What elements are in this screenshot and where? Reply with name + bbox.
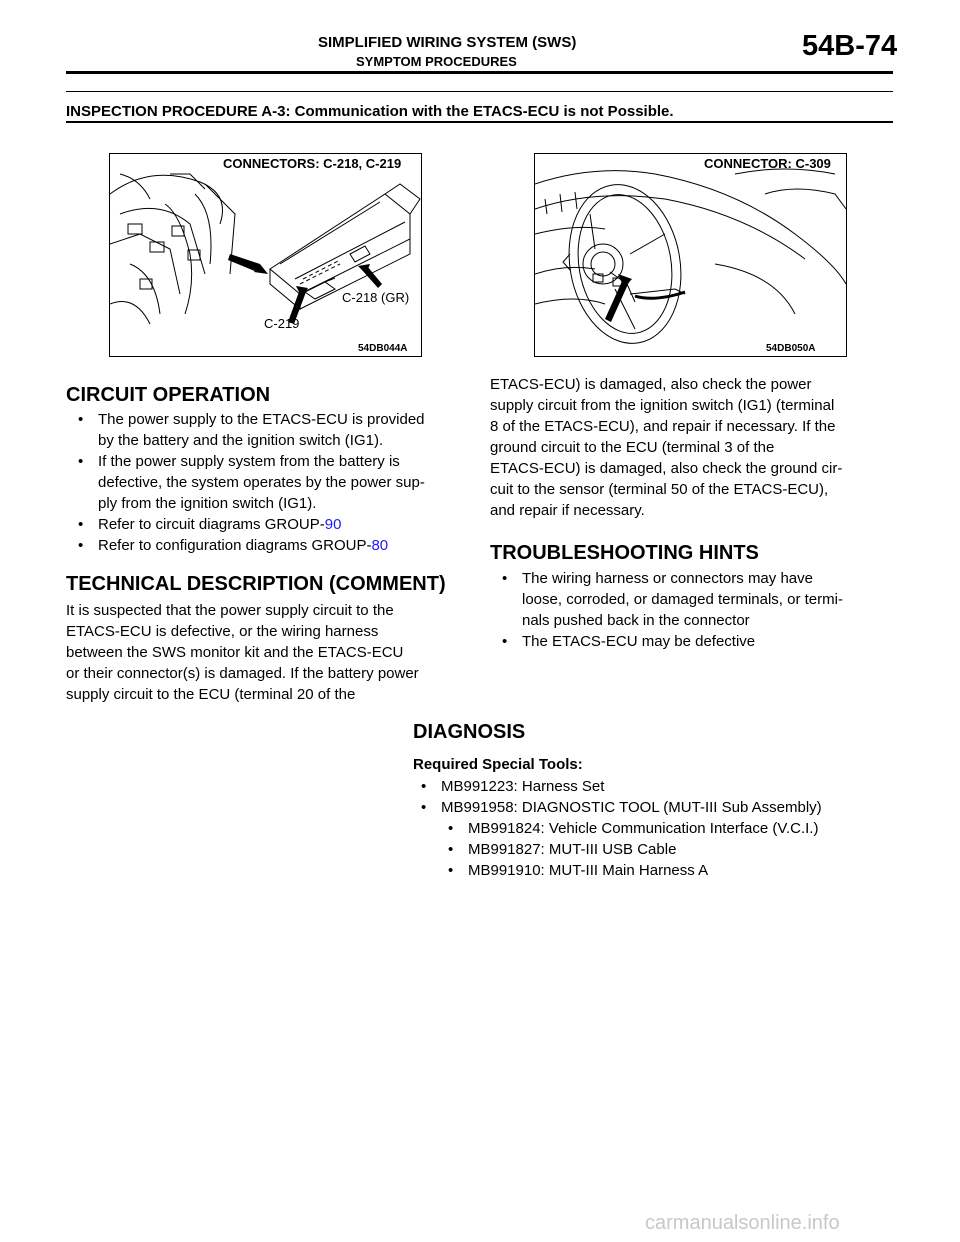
line: and repair if necessary. (490, 502, 645, 519)
watermark: carmanualsonline.info (645, 1212, 840, 1234)
header-rule (66, 71, 893, 74)
line: supply circuit from the ignition switch (IG1) (terminal (490, 397, 835, 414)
title-rule-top (66, 91, 893, 92)
technical-description-heading: TECHNICAL DESCRIPTION (COMMENT) (66, 573, 446, 595)
figure2-label: CONNECTOR: C-309 (704, 156, 831, 171)
line: nals pushed back in the connector (522, 612, 750, 629)
steering-drawing (535, 154, 846, 356)
bullet-icon: • (78, 453, 84, 470)
tool-text: MB991223: Harness Set (441, 778, 605, 795)
bullet-icon: • (78, 411, 84, 428)
title-rule-bottom (66, 121, 893, 123)
bullet-icon: • (78, 537, 84, 554)
bullet-icon: • (448, 841, 454, 858)
line: 8 of the ETACS-ECU), and repair if necessary. If the (490, 418, 836, 435)
list-item (494, 631, 894, 652)
line: ply from the ignition switch (IG1). (98, 495, 317, 512)
line: ground circuit to the ECU (terminal 3 of the (490, 439, 775, 456)
subtools-list (440, 818, 920, 881)
group-90-link[interactable]: 90 (324, 516, 342, 533)
technical-description-left (66, 600, 466, 705)
bullet-icon: • (421, 799, 427, 816)
list-item (440, 839, 920, 860)
technical-description-right (490, 374, 900, 521)
line: The ETACS-ECU may be defective (522, 633, 756, 650)
tool-text: MB991824: Vehicle Communication Interface (V.C.I.) (468, 820, 819, 837)
list-item (70, 409, 470, 451)
list-item (440, 818, 920, 839)
tool-text: MB991827: MUT-III USB Cable (468, 841, 677, 858)
line: ETACS-ECU) is damaged, also check the ground cir- (490, 460, 843, 477)
bullet-icon: • (502, 633, 508, 650)
list-item (440, 860, 920, 881)
list-item (70, 451, 470, 514)
line: supply circuit to the ECU (terminal 20 of the (66, 686, 356, 703)
callout-c218: C-218 (GR) (342, 290, 410, 305)
list-item (413, 797, 913, 818)
line: defective, the system operates by the power sup- (98, 474, 425, 491)
tool-text: MB991910: MUT-III Main Harness A (468, 862, 709, 879)
line: It is suspected that the power supply circuit to the (66, 602, 394, 619)
circuit-operation-list (70, 409, 470, 556)
list-item (70, 535, 470, 556)
diagnosis-heading: DIAGNOSIS (413, 721, 526, 743)
line: ETACS-ECU) is damaged, also check the power (490, 376, 812, 393)
line: by the battery and the ignition switch (IG1). (98, 432, 384, 449)
bullet-icon: • (502, 570, 508, 587)
procedure-title: INSPECTION PROCEDURE A-3: Communication with the ETACS-ECU is not Possible. (66, 103, 674, 120)
line: The wiring harness or connectors may have (522, 570, 813, 587)
bullet-icon: • (448, 820, 454, 837)
bullet-icon: • (448, 862, 454, 879)
figure1-code: 54DB044A (358, 343, 408, 354)
bullet-icon: • (421, 778, 427, 795)
figure-connector-c309 (534, 153, 847, 357)
tool-text: MB991958: DIAGNOSTIC TOOL (MUT-III Sub Assembly) (441, 799, 822, 816)
list-item (70, 514, 470, 535)
ref-text: Refer to circuit diagrams GROUP- (98, 516, 325, 533)
troubleshooting-heading: TROUBLESHOOTING HINTS (490, 542, 759, 564)
line: cuit to the sensor (terminal 50 of the ETACS-ECU), (490, 481, 829, 498)
figure2-code: 54DB050A (766, 343, 816, 354)
list-item (494, 568, 894, 631)
line: or their connector(s) is damaged. If the battery power (66, 665, 419, 682)
tools-list (413, 776, 913, 818)
section-title: SIMPLIFIED WIRING SYSTEM (SWS) (318, 34, 577, 51)
troubleshooting-list (494, 568, 894, 652)
line: between the SWS monitor kit and the ETACS-ECU (66, 644, 404, 661)
line: ETACS-ECU is defective, or the wiring harness (66, 623, 379, 640)
section-subtitle: SYMPTOM PROCEDURES (356, 54, 517, 69)
circuit-operation-heading: CIRCUIT OPERATION (66, 384, 271, 406)
group-80-link[interactable]: 80 (371, 537, 389, 554)
ref-text: Refer to configuration diagrams GROUP- (98, 537, 372, 554)
bullet-icon: • (78, 516, 84, 533)
line: loose, corroded, or damaged terminals, or termi- (522, 591, 843, 608)
page-number: 54B-74 (802, 30, 898, 62)
required-tools-heading: Required Special Tools: (413, 756, 583, 773)
line: The power supply to the ETACS-ECU is provided (98, 411, 425, 428)
line: If the power supply system from the battery is (98, 453, 400, 470)
figure1-label: CONNECTORS: C-218, C-219 (223, 156, 402, 171)
callout-c219: C-219 (264, 316, 300, 331)
list-item (413, 776, 913, 797)
